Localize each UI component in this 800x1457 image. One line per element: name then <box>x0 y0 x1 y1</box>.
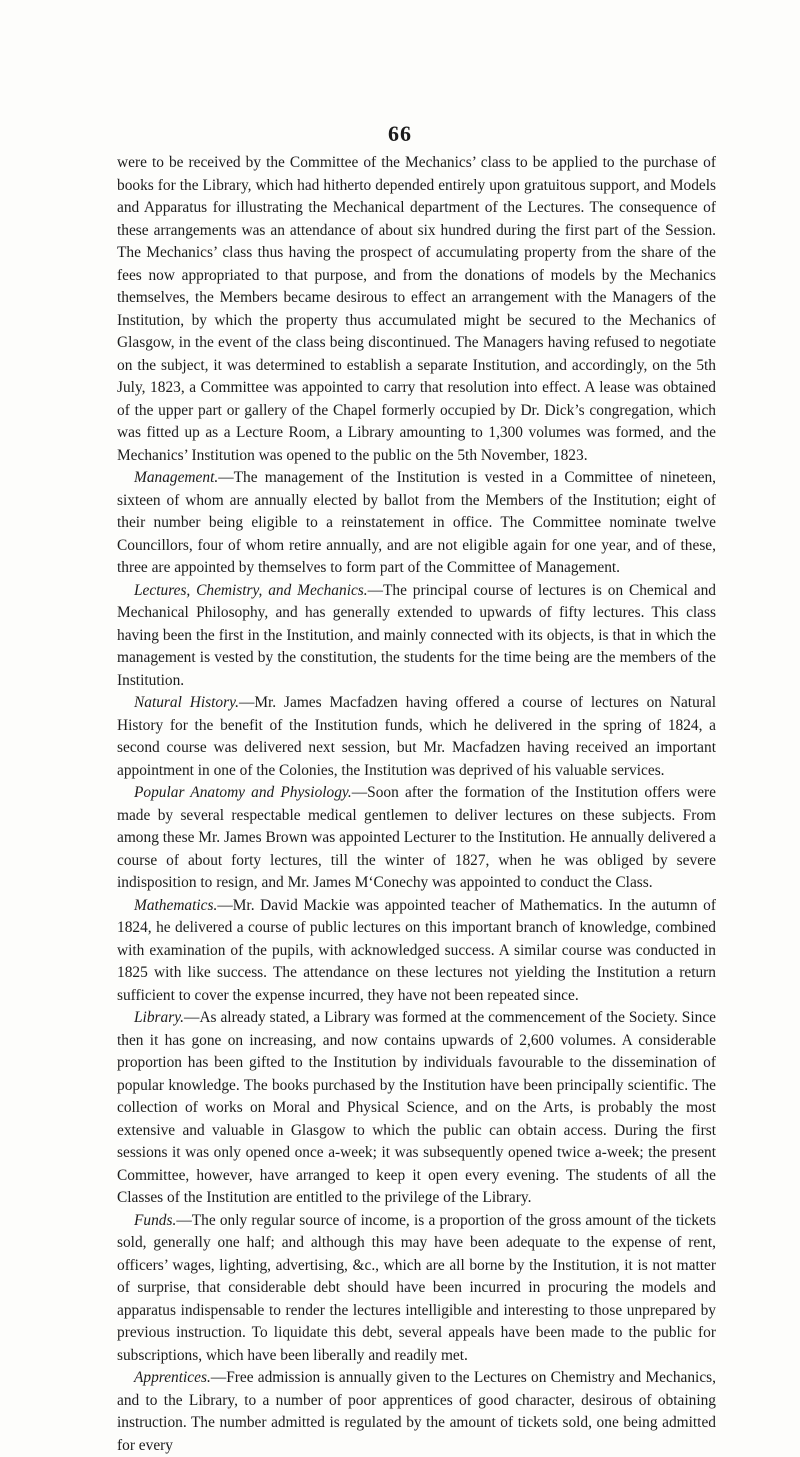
section-text: —Free admission is annually given to the Lectures on Chemistry and Mechanics, and to the Library, to a number of poor apprentices of good character, desirous of obtaining instruction. The number admitted is regulated by the amount of tickets sold, one being admitted for every <box>117 1369 716 1454</box>
intro-paragraph: were to be received by the Committee of the Mechanics’ class to be applied to the purchase of books for the Library, which had hitherto depended entirely upon gratuitous support, and Models and Apparatus for illustrating the Mechanical department of the Lectures. The consequence of these arrangements was an attendance of about six hundred during the first part of the Session. The Mechanics’ class thus having the prospect of accumulating property from the share of the fees now appropriated to that purpose, and from the donations of models by the Mechanics themselves, the Members became desirous to effect an arrangement with the Managers of the Institution, by which the property thus accumulated might be secured to the Mechanics of Glasgow, in the event of the class being discontinued. The Managers having refused to negotiate on the subject, it was determined to establish a separate Institution, and accordingly, on the 5th July, 1823, a Committee was appointed to carry that resolution into effect. A lease was obtained of the upper part or gallery of the Chapel formerly occupied by Dr. Dick’s congregation, which was fitted up as a Lecture Room, a Library amounting to 1,300 volumes was formed, and the Mechanics’ Institution was opened to the public on the 5th November, 1823. <box>117 154 716 464</box>
section-heading: Funds. <box>134 1211 177 1229</box>
body-text <box>117 152 716 1457</box>
section-text: —Mr. David Mackie was appointed teacher of Mathematics. In the autumn of 1824, he delivered a course of public lectures on this important branch of knowledge, combined with examination of the pupils, with acknowledged success. A similar course was conducted in 1825 with like success. The attendance on these lectures not yielding the Institution a return sufficient to cover the expense incurred, they have not been repeated since. <box>117 896 716 1004</box>
section-heading: Popular Anatomy and Physiology. <box>134 784 352 801</box>
paragraph-library <box>117 1007 716 1210</box>
paragraph-apprentices <box>117 1367 716 1457</box>
section-heading: Lectures, Chemistry, and Mechanics. <box>134 581 368 599</box>
section-text: —The principal course of lectures is on Chemical and Mechanical Philosophy, and has generally extended to upwards of fifty lectures. This class having been the first in the Institution, and mainly connected with its objects, is that in which the management is vested by the constitution, the students for the time being are the members of the Institution. <box>117 581 717 689</box>
section-text: —As already stated, a Library was formed at the commencement of the Society. Since then it has gone on increasing, and now contains upwards of 2,600 volumes. A considerable proportion has been gifted to the Institution by individuals favourable to the dissemination of popular knowledge. The books purchased by the Institution have been principally scientific. The collection of works on Moral and Physical Science, and on the Arts, is probably the most extensive and valuable in Glasgow to which the public can obtain access. During the first sessions it was only opened once a-week; it was subsequently opened twice a-week; the present Committee, however, have arranged to keep it open every evening. The students of all the Classes of the Institution are entitled to the privilege of the Library. <box>117 1009 716 1206</box>
section-heading: Mathematics. <box>134 896 218 914</box>
section-text: —The only regular source of income, is a proportion of the gross amount of the tickets sold, generally one half; and although this may have been adequate to the expense of rent, officers’ wages, lighting, advertising, &c., which are all borne by the Institution, it is not matter of surprise, that considerable debt should have been incurred in procuring the models and apparatus indispensable to render the lectures intelligible and interesting to those unprepared by previous instruction. To liquidate this debt, several appeals have been made to the public for subscriptions, which have been liberally and readily met. <box>117 1211 716 1364</box>
paragraph-lectures <box>117 580 716 693</box>
paragraph-funds <box>117 1210 716 1368</box>
section-heading: Apprentices. <box>134 1369 211 1386</box>
section-text: —Mr. James Macfadzen having offered a course of lectures on Natural History for the benefit of the Institution funds, which he delivered in the spring of 1824, a second course was delivered next session, but Mr. Macfadzen having received an important appointment in one of the Colonies, the Institution was deprived of his valuable services. <box>117 694 716 779</box>
paragraph-management <box>117 467 716 580</box>
page-number: 66 <box>388 121 412 146</box>
paragraph-anatomy <box>117 782 716 895</box>
section-heading: Library. <box>134 1009 185 1026</box>
paragraph-mathematics <box>117 895 716 1008</box>
section-text: —The management of the Institution is vested in a Committee of nineteen, sixteen of whom are annually elected by ballot from the Members of the Institution; eight of their number being eligible to a reinstatement in office. The Committee nominate twelve Councillors, four of whom retire annually, and are not eligible again for one year, and of these, three are appointed by themselves to form part of the Committee of Management. <box>117 469 716 576</box>
section-heading: Management. <box>134 469 219 486</box>
section-text: —Soon after the formation of the Institution offers were made by several respectable medical gentlemen to deliver lectures on these subjects. From among these Mr. James Brown was appointed Lecturer to the Institution. He annually delivered a course of about forty lectures, till the winter of 1827, when he was obliged by severe indisposition to resign, and Mr. James M‘Conechy was appointed to conduct the Class. <box>117 784 716 891</box>
section-heading: Natural History. <box>134 694 239 711</box>
paragraph-natural-history <box>117 692 716 782</box>
